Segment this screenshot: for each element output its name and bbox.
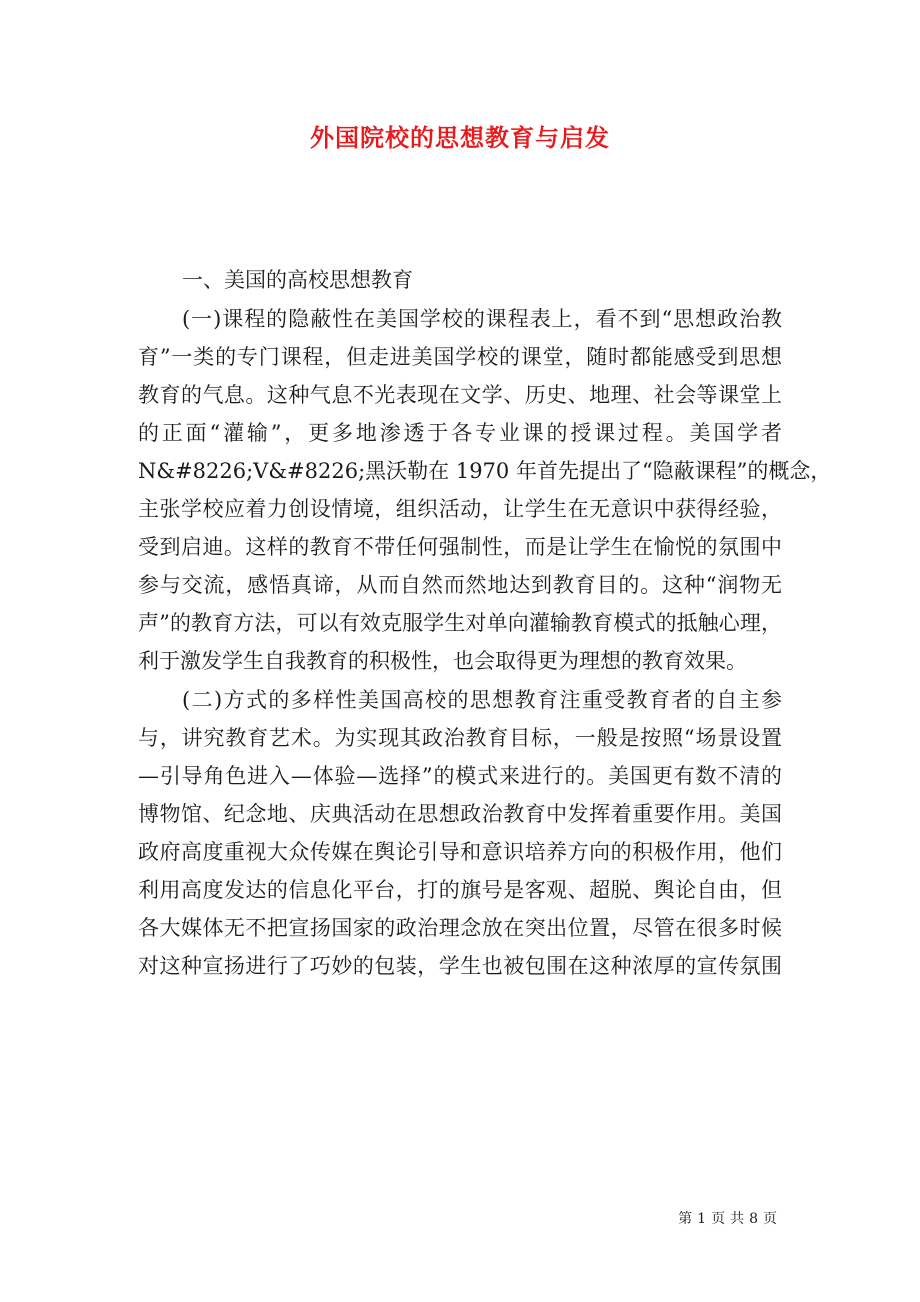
paragraph-line: 利于激发学生自我教育的积极性，也会取得更为理想的教育效果。 xyxy=(138,649,747,673)
section-heading: 一、美国的高校思想教育 xyxy=(182,268,413,292)
page-number-footer xyxy=(676,1208,780,1228)
paragraph-line: 与，讲究教育艺术。为实现其政治教育目标，一般是按照“场景设置 xyxy=(138,726,782,750)
current-page-number: 1 xyxy=(697,1211,708,1227)
paragraph-line: 教育的气息。这种气息不光表现在文学、历史、地理、社会等课堂上 xyxy=(138,383,782,407)
footer-label-gong: 共 xyxy=(730,1211,746,1227)
paragraph-line: 博物馆、纪念地、庆典活动在思想政治教育中发挥着重要作用。美国 xyxy=(138,802,782,826)
paragraph-2 xyxy=(138,681,782,986)
paragraph-1 xyxy=(138,300,832,681)
paragraph-line: N&#8226;V&#8226;黑沃勒在 1970 年首先提出了“隐蔽课程”的概念， xyxy=(138,459,832,483)
paragraph-line: 主张学校应着力创设情境，组织活动，让学生在无意识中获得经验， xyxy=(138,497,782,521)
paragraph-line: 育”一类的专门课程，但走进美国学校的课堂，随时都能感受到思想 xyxy=(138,345,782,369)
footer-label-di: 第 xyxy=(678,1211,694,1227)
paragraph-line: 参与交流，感悟真谛，从而自然而然地达到教育目的。这种“润物无 xyxy=(138,573,782,597)
paragraph-line: 利用高度发达的信息化平台，打的旗号是客观、超脱、舆论自由，但 xyxy=(138,878,782,902)
paragraph-line: 声”的教育方法，可以有效克服学生对单向灌输教育模式的抵触心理， xyxy=(138,611,782,635)
footer-label-ye: 页 xyxy=(711,1211,727,1227)
document-body xyxy=(138,261,832,986)
paragraph-line: 各大媒体无不把宣扬国家的政治理念放在突出位置，尽管在很多时候 xyxy=(138,916,782,940)
paragraph-line: 的正面“灌输”，更多地渗透于各专业课的授课过程。美国学者 xyxy=(138,421,782,445)
paragraph-line: —引导角色进入—体验—选择”的模式来进行的。美国更有数不清的 xyxy=(138,764,782,788)
footer-label-ye2: 页 xyxy=(763,1211,778,1227)
paragraph-line: 政府高度重视大众传媒在舆论引导和意识培养方向的积极作用，他们 xyxy=(138,840,782,864)
paragraph-line: (一)课程的隐蔽性在美国学校的课程表上，看不到“思想政治教 xyxy=(182,307,782,331)
total-pages-number: 8 xyxy=(749,1211,759,1227)
paragraph-line: (二)方式的多样性美国高校的思想教育注重受教育者的自主参 xyxy=(182,688,782,712)
paragraph-line: 受到启迪。这样的教育不带任何强制性，而是让学生在愉悦的氛围中 xyxy=(138,535,782,559)
document-title: 外国院校的思想教育与启发 xyxy=(310,123,610,152)
paragraph-line: 对这种宣扬进行了巧妙的包装，学生也被包围在这种浓厚的宣传氛围 xyxy=(138,954,782,978)
